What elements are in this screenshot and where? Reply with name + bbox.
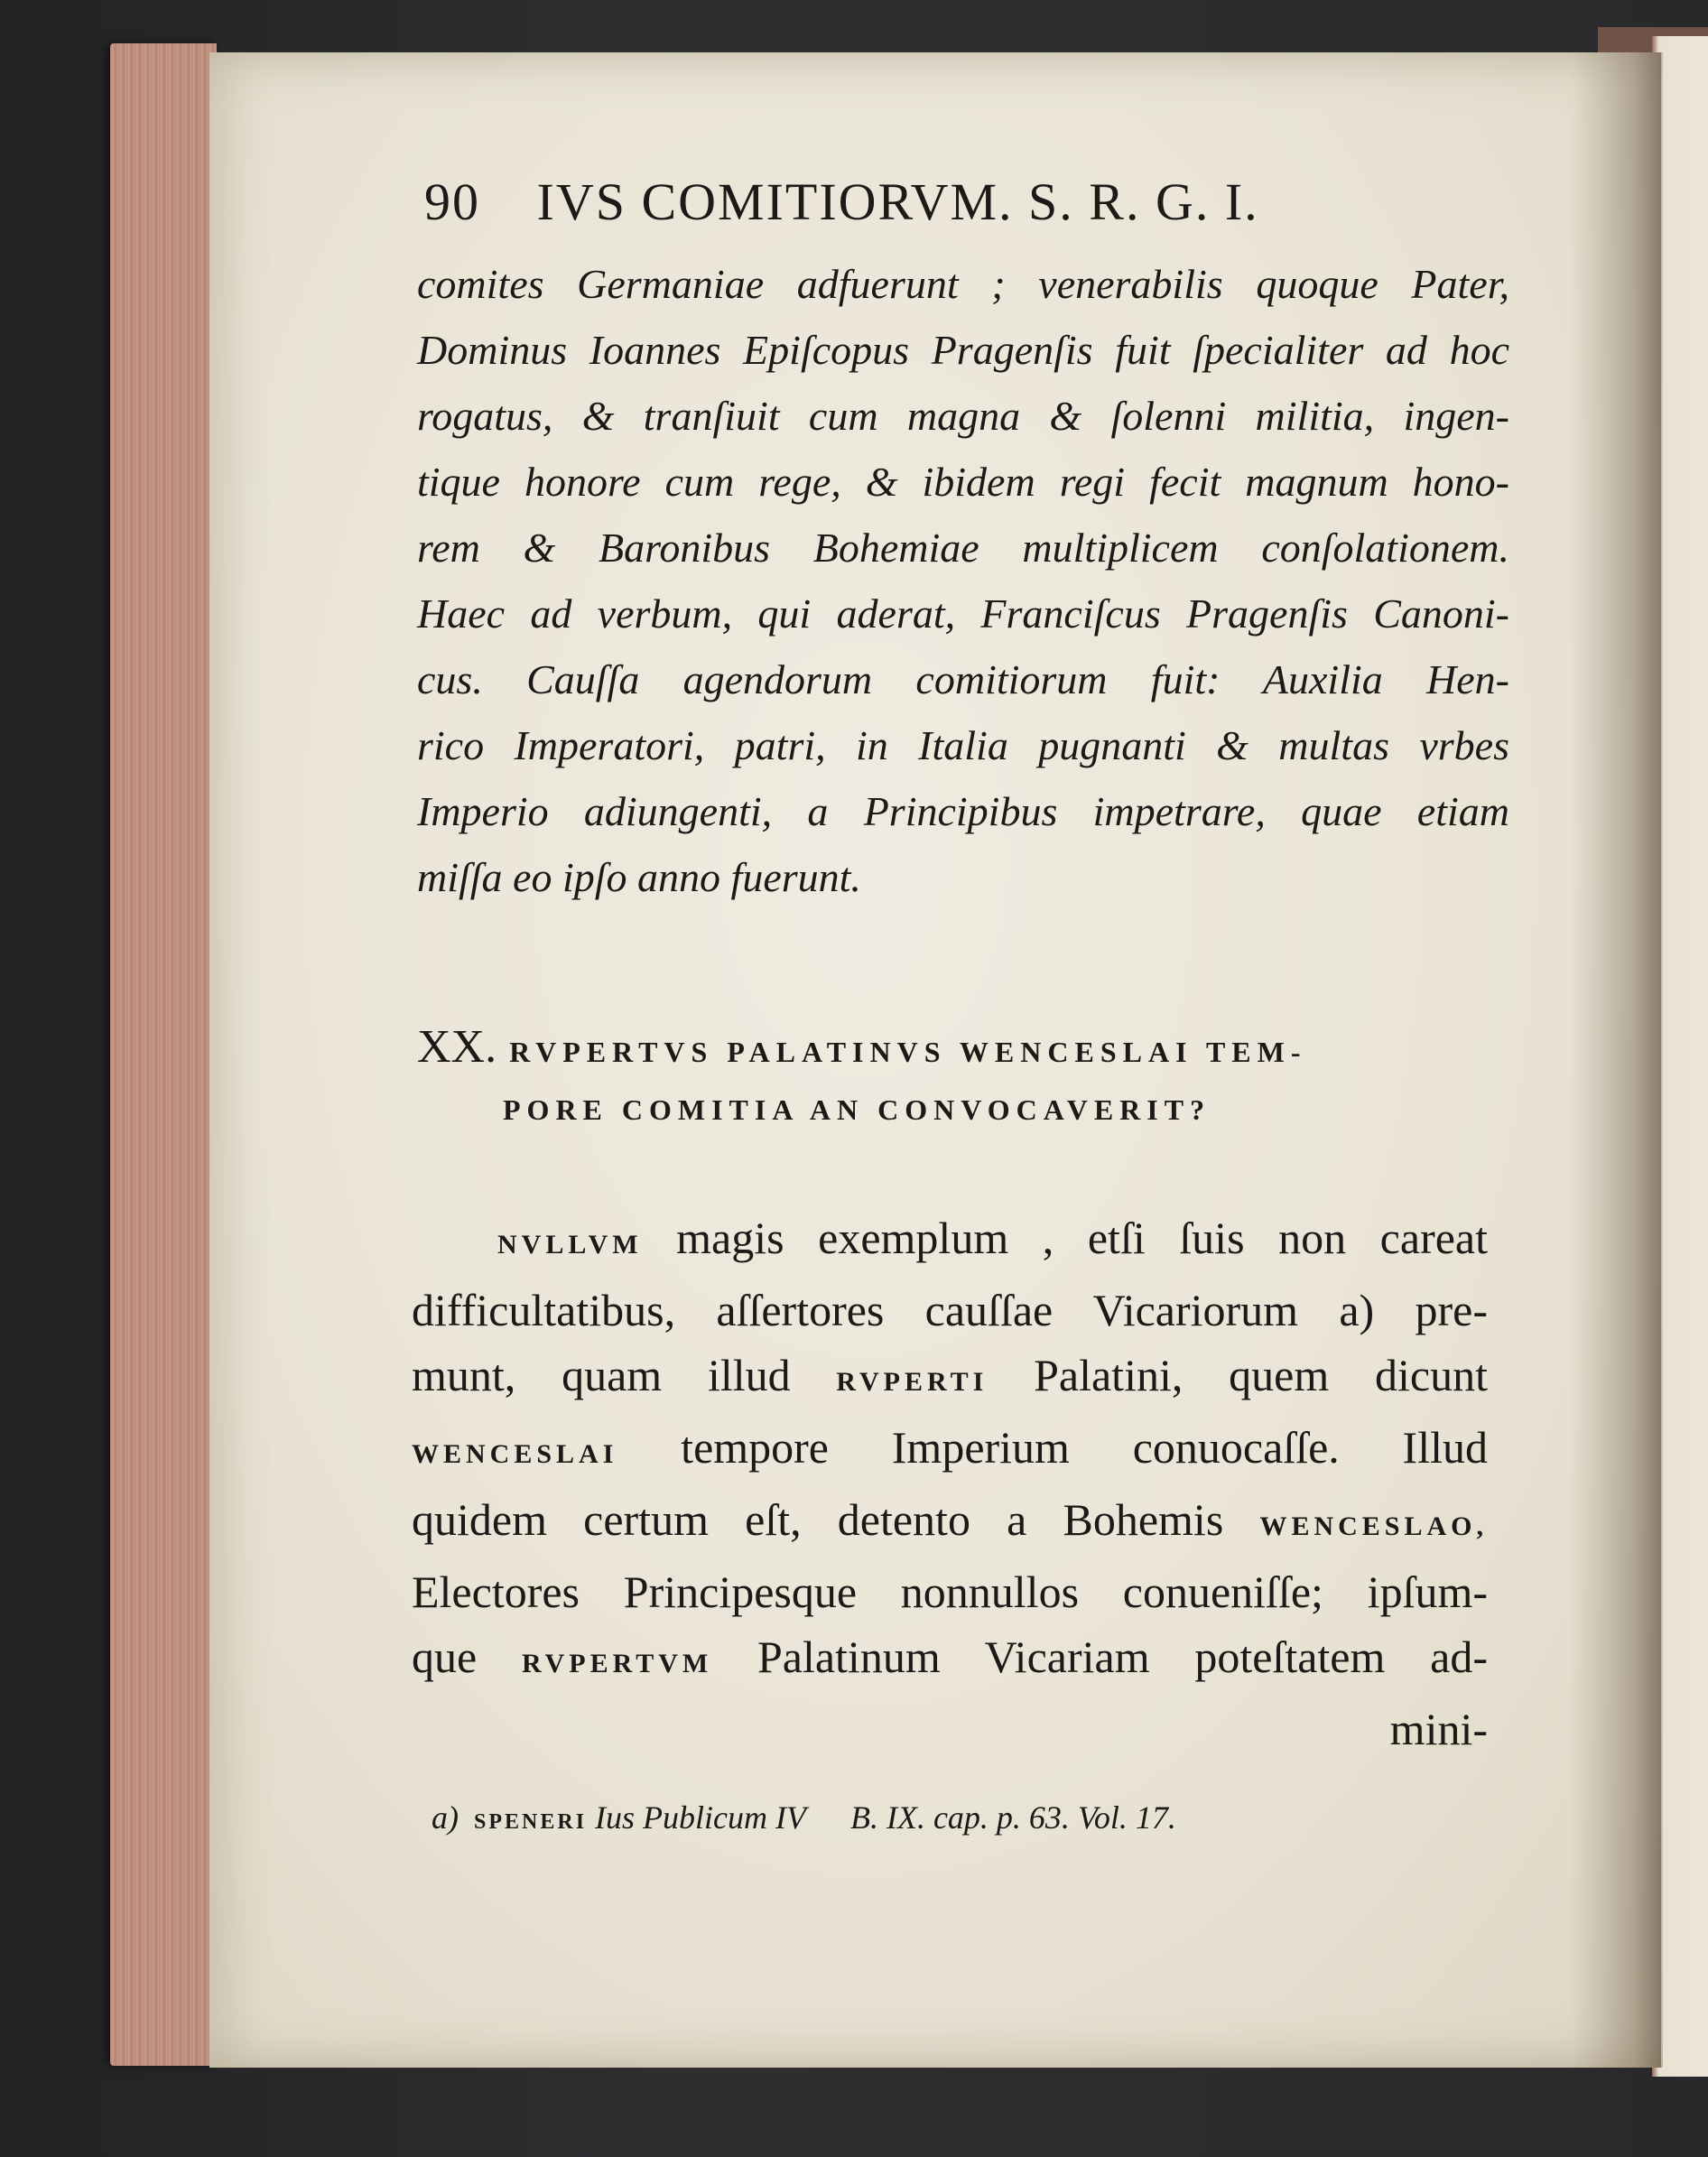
text-span: Palatinum Vicariam poteſtatem ad- bbox=[712, 1632, 1488, 1682]
small-caps-word: NVLLVM bbox=[497, 1230, 643, 1260]
text-line: cus. Cauſſa agendorum comitiorum fuit: Auxilia Hen- bbox=[417, 656, 1509, 702]
text-span: magis exemplum , etſi ſuis non careat bbox=[642, 1213, 1488, 1263]
text-span: tempore Imperium conuocaſſe. Illud bbox=[617, 1422, 1488, 1473]
running-header bbox=[424, 172, 1417, 232]
text-line: rem & Baronibus Bohemiae multiplicem conſolationem. bbox=[417, 525, 1509, 571]
text-line: Dominus Ioannes Epiſcopus Pragenſis fuit ſpecialiter ad hoc bbox=[417, 327, 1509, 373]
text-line: Imperio adiungenti, a Principibus impetrare, quae etiam bbox=[417, 788, 1509, 834]
footnote bbox=[432, 1799, 1425, 1836]
footnote-work: Ius Publicum IV bbox=[595, 1799, 806, 1836]
body-paragraph bbox=[412, 1205, 1488, 1762]
text-line bbox=[412, 1415, 1488, 1487]
text-line bbox=[412, 1205, 1488, 1278]
text-line: miſſa eo ipſo anno fuerunt. bbox=[417, 854, 861, 900]
section-title-line-1: RVPERTVS PALATINVS WENCESLAI TEM- bbox=[509, 1036, 1307, 1068]
small-caps-word: WENCESLAI bbox=[412, 1439, 618, 1469]
running-title: IVS COMITIORVM. S. R. G. I. bbox=[536, 172, 1259, 231]
section-number: XX. bbox=[417, 1021, 497, 1073]
book-page-edges bbox=[110, 43, 217, 2066]
small-caps-word: RVPERTI bbox=[836, 1367, 989, 1397]
text-line: rogatus, & tranſiuit cum magna & ſolenni militia, ingen- bbox=[417, 393, 1509, 439]
text-line: Electores Principesque nonnullos conueniſſe; ipſum- bbox=[412, 1567, 1488, 1617]
catchword-line: mini- bbox=[1389, 1704, 1488, 1754]
text-line: rico Imperatori, patri, in Italia pugnanti & multas vrbes bbox=[417, 722, 1509, 768]
footnote-author: SPENERI bbox=[474, 1810, 588, 1834]
footnote-reference: B. IX. cap. p. 63. Vol. 17. bbox=[849, 1799, 1176, 1836]
text-line bbox=[412, 1343, 1488, 1415]
footnote-mark: a) bbox=[432, 1799, 459, 1836]
text-span: que bbox=[412, 1632, 522, 1682]
text-line: tique honore cum rege, & ibidem regi fecit magnum hono- bbox=[417, 459, 1509, 505]
small-caps-word: WENCESLAO, bbox=[1259, 1511, 1488, 1541]
text-line: comites Germaniae adfuerunt ; venerabilis quoque Pater, bbox=[417, 261, 1509, 307]
text-span: Palatini, quem dicunt bbox=[988, 1350, 1488, 1400]
section-heading bbox=[417, 1020, 1509, 1127]
text-line bbox=[412, 1624, 1488, 1697]
text-line: difficultatibus, aſſertores cauſſae Vicariorum a) pre- bbox=[412, 1285, 1488, 1335]
text-span: munt, quam illud bbox=[412, 1350, 837, 1400]
small-caps-word: RVPERTVM bbox=[521, 1649, 713, 1678]
gutter-shadow bbox=[1571, 52, 1661, 2068]
page-number: 90 bbox=[424, 172, 480, 231]
text-line: Haec ad verbum, qui aderat, Franciſcus Pragenſis Canoni- bbox=[417, 590, 1509, 637]
section-title-line-2: PORE COMITIA AN CONVOCAVERIT? bbox=[503, 1093, 1211, 1126]
italic-quotation-paragraph bbox=[417, 251, 1509, 910]
text-line bbox=[412, 1487, 1488, 1559]
text-span: quidem certum eſt, detento a Bohemis bbox=[412, 1494, 1260, 1545]
